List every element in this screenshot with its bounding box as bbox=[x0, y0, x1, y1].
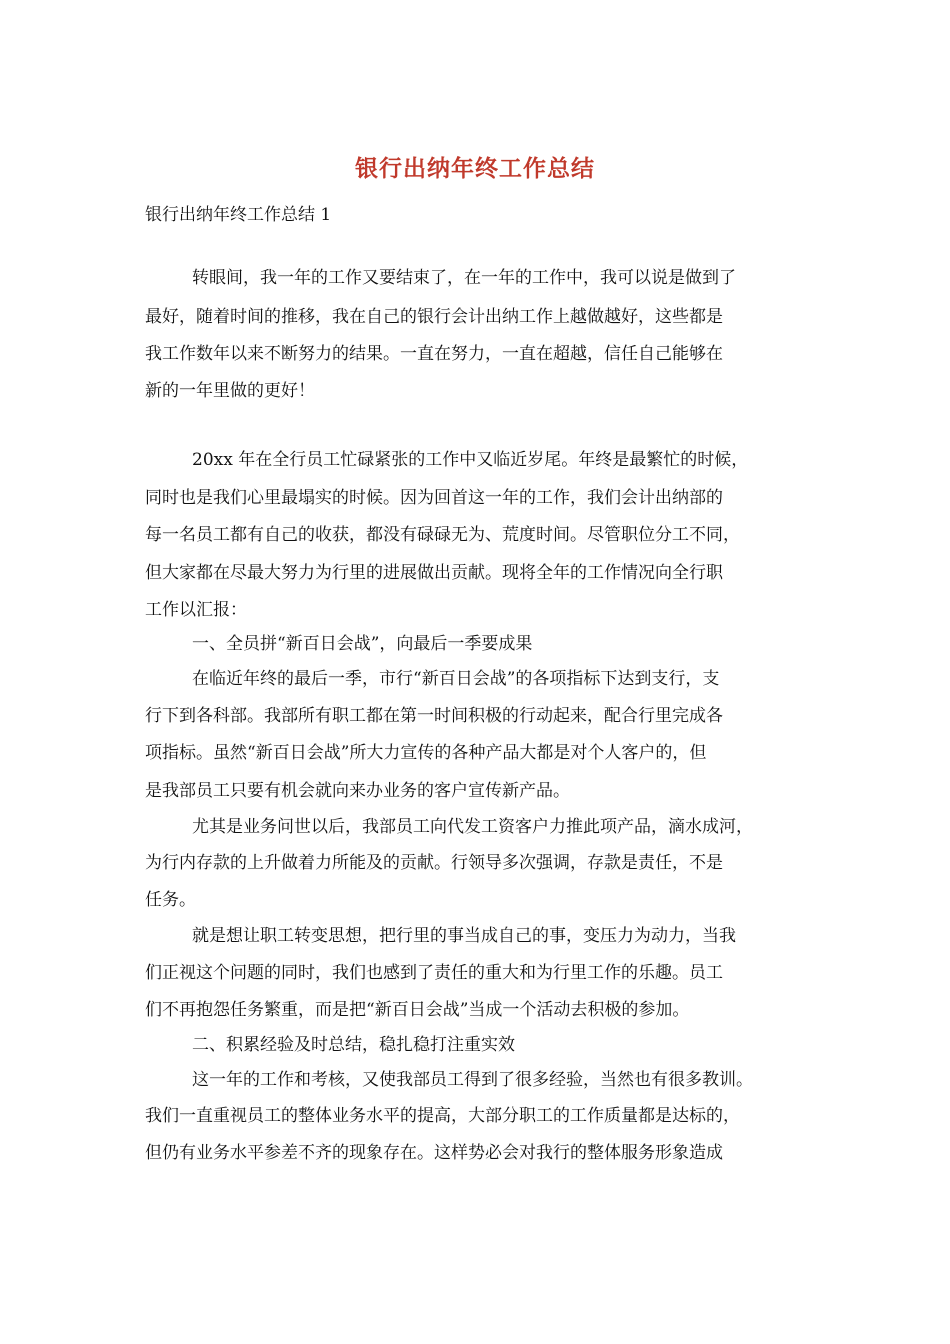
paragraph-line: 20xx 年在全行员工忙碌紧张的工作中又临近岁尾。年终是最繁忙的时候， bbox=[192, 450, 749, 470]
paragraph-line: 每一名员工都有自己的收获，都没有碌碌无为、荒度时间。尽管职位分工不同， bbox=[145, 525, 740, 545]
paragraph-line: 们正视这个问题的同时，我们也感到了责任的重大和为行里工作的乐趣。员工 bbox=[145, 963, 723, 983]
paragraph-line: 是我部员工只要有机会就向来办业务的客户宣传新产品。 bbox=[145, 781, 570, 801]
document-subtitle: 银行出纳年终工作总结 1 bbox=[145, 205, 332, 225]
paragraph-line: 这一年的工作和考核，又使我部员工得到了很多经验，当然也有很多教训。 bbox=[192, 1070, 753, 1090]
section-heading: 一、全员拼“新百日会战”，向最后一季要成果 bbox=[192, 634, 533, 654]
paragraph-line: 就是想让职工转变思想，把行里的事当成自己的事，变压力为动力，当我 bbox=[192, 926, 736, 946]
paragraph-line: 项指标。虽然“新百日会战”所大力宣传的各种产品大都是对个人客户的，但 bbox=[145, 743, 707, 763]
paragraph-line: 工作以汇报： bbox=[145, 600, 247, 620]
paragraph-line: 尤其是业务问世以后，我部员工向代发工资客户力推此项产品，滴水成河， bbox=[192, 817, 753, 837]
paragraph-line: 我工作数年以来不断努力的结果。一直在努力，一直在超越，信任自己能够在 bbox=[145, 344, 723, 364]
paragraph-line: 在临近年终的最后一季，市行“新百日会战”的各项指标下达到支行，支 bbox=[192, 669, 720, 689]
paragraph-line: 为行内存款的上升做着力所能及的贡献。行领导多次强调，存款是责任，不是 bbox=[145, 853, 723, 873]
paragraph-line: 们不再抱怨任务繁重，而是把“新百日会战”当成一个活动去积极的参加。 bbox=[145, 1000, 690, 1020]
paragraph-line: 新的一年里做的更好！ bbox=[145, 381, 315, 401]
paragraph-line: 任务。 bbox=[145, 890, 196, 910]
paragraph-line: 最好，随着时间的推移，我在自己的银行会计出纳工作上越做越好，这些都是 bbox=[145, 307, 723, 327]
document-title: 银行出纳年终工作总结 bbox=[355, 155, 595, 182]
paragraph-line: 但大家都在尽最大努力为行里的进展做出贡献。现将全年的工作情况向全行职 bbox=[145, 563, 723, 583]
paragraph-line: 转眼间，我一年的工作又要结束了，在一年的工作中，我可以说是做到了 bbox=[192, 268, 736, 288]
paragraph-line: 同时也是我们心里最塌实的时候。因为回首这一年的工作，我们会计出纳部的 bbox=[145, 488, 723, 508]
paragraph-line: 但仍有业务水平参差不齐的现象存在。这样势必会对我行的整体服务形象造成 bbox=[145, 1143, 723, 1163]
paragraph-line: 行下到各科部。我部所有职工都在第一时间积极的行动起来，配合行里完成各 bbox=[145, 706, 723, 726]
paragraph-line: 我们一直重视员工的整体业务水平的提高，大部分职工的工作质量都是达标的， bbox=[145, 1106, 740, 1126]
section-heading: 二、积累经验及时总结，稳扎稳打注重实效 bbox=[192, 1035, 515, 1055]
